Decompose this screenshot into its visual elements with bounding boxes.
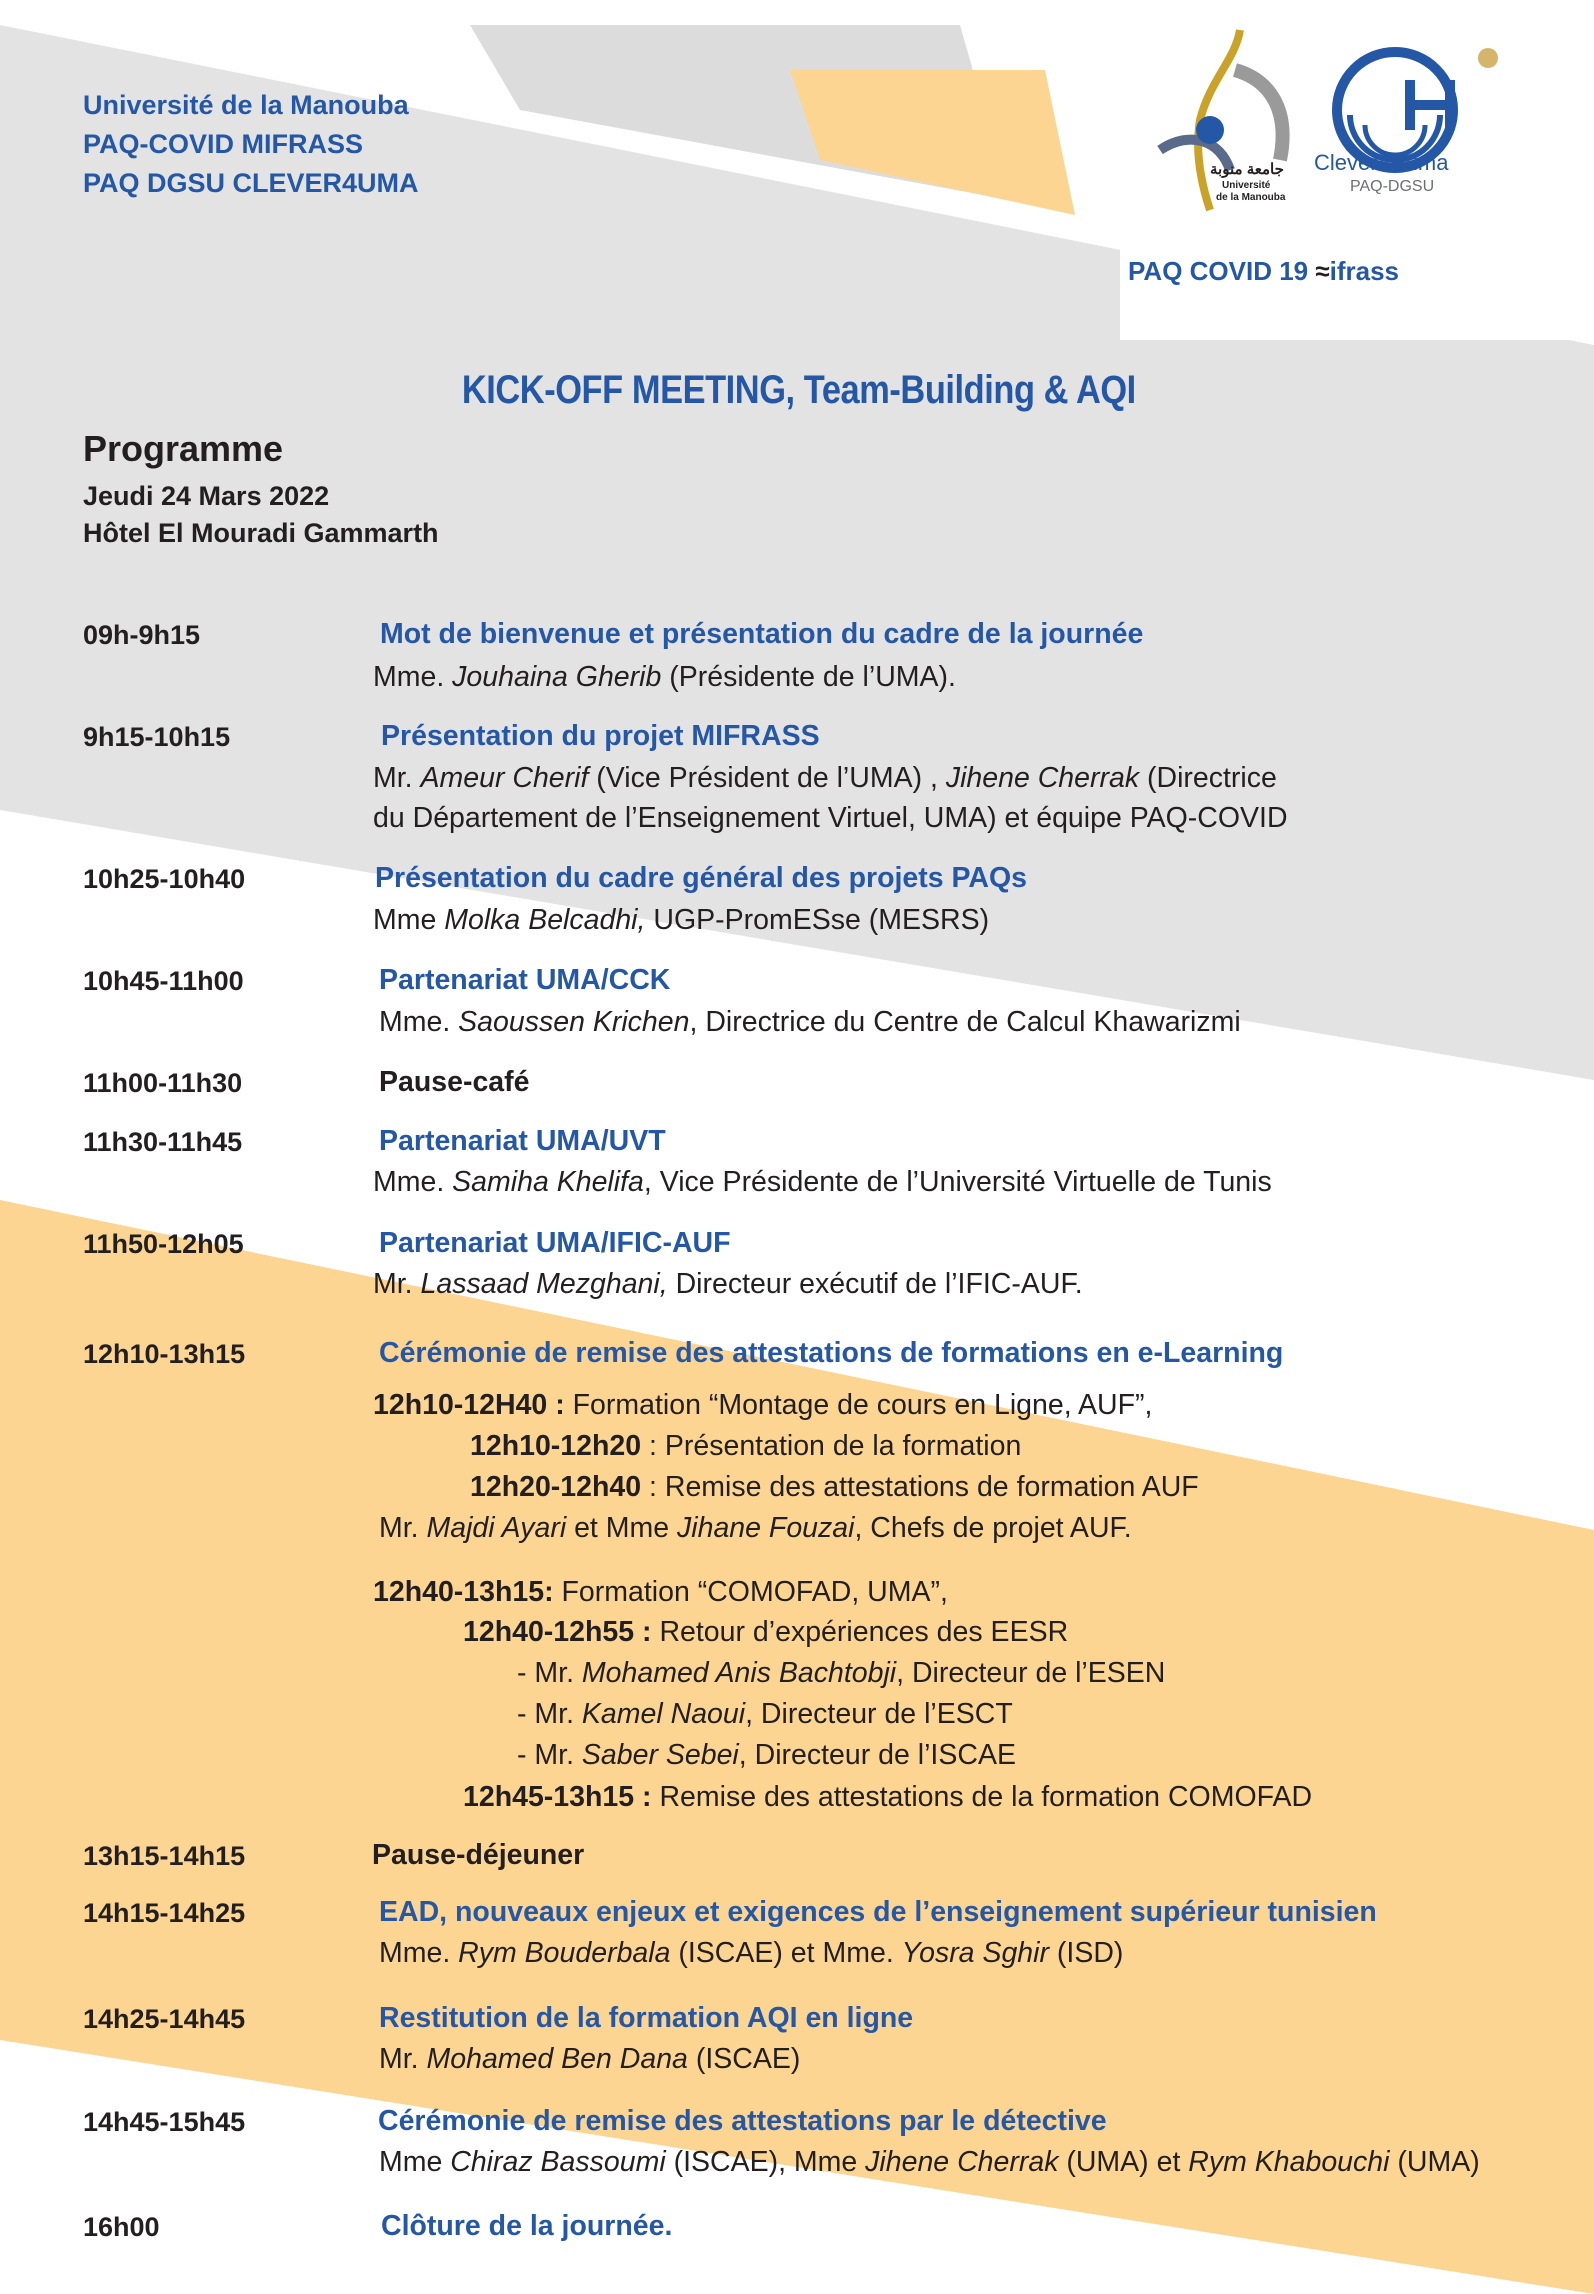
schedule-time: 11h00-11h30 xyxy=(83,1068,243,1098)
schedule-time: 9h15-10h15 xyxy=(83,722,231,752)
schedule-time: 10h45-11h00 xyxy=(83,966,244,996)
paq-covid-mifrass-logo xyxy=(1128,256,1399,287)
auf-certificates-line: 12h20-12h40 : Remise des attestations de formation AUF xyxy=(470,1471,1199,1503)
schedule-speakers: Mr. Mohamed Ben Dana (ISCAE) xyxy=(379,2043,801,2075)
schedule-time: 10h25-10h40 xyxy=(83,864,246,894)
schedule-title: EAD, nouveaux enjeux et exigences de l’enseignement supérieur tunisien xyxy=(379,1896,1377,1928)
mifrass-label: ifrass xyxy=(1329,256,1400,286)
schedule-time: 14h45-15h45 xyxy=(83,2107,246,2137)
schedule-speakers: Mme Chiraz Bassoumi (ISCAE), Mme Jihene Cherrak (UMA) et Rym Khabouchi (UMA) xyxy=(379,2146,1480,2178)
schedule-speakers: Mme. Rym Bouderbala (ISCAE) et Mme. Yosra Sghir (ISD) xyxy=(379,1937,1124,1969)
schedule-speakers: Mme. Saoussen Krichen, Directrice du Centre de Calcul Khawarizmi xyxy=(379,1006,1241,1038)
comofad-director-iscae: - Mr. Saber Sebei, Directeur de l’ISCAE xyxy=(517,1739,1016,1771)
uma-logo xyxy=(1140,20,1320,240)
programme-venue: Hôtel El Mouradi Gammarth xyxy=(83,518,439,548)
schedule-time: 11h30-11h45 xyxy=(83,1127,243,1157)
uma-emblem-icon xyxy=(1140,20,1320,240)
schedule-time: 13h15-14h15 xyxy=(83,1841,246,1871)
schedule-time: 14h15-14h25 xyxy=(83,1898,246,1928)
paq-covid-label: PAQ COVID 19 xyxy=(1128,256,1309,286)
schedule-title: Partenariat UMA/UVT xyxy=(379,1125,666,1157)
auf-project-leads: Mr. Majdi Ayari et Mme Jihane Fouzai, Chefs de projet AUF. xyxy=(379,1512,1132,1544)
uma-name-line1: Université xyxy=(1222,180,1271,191)
clever4huma-sub: PAQ-DGSU xyxy=(1350,178,1435,195)
mifrass-m-icon: ≈ xyxy=(1308,256,1330,286)
schedule-title: Présentation du cadre général des projets PAQs xyxy=(375,862,1028,894)
schedule-title: Pause-café xyxy=(379,1066,530,1098)
logo-backdrop-edge xyxy=(1080,140,1120,240)
schedule-speakers: Mme. Jouhaina Gherib (Présidente de l’UMA). xyxy=(373,661,956,693)
schedule-title: Cérémonie de remise des attestations de formations en e-Learning xyxy=(379,1337,1284,1369)
schedule-time: 12h10-13h15 xyxy=(83,1339,246,1369)
schedule-title: Mot de bienvenue et présentation du cadre de la journée xyxy=(380,618,1144,650)
comofad-certificates-line: 12h45-13h15 : Remise des attestations de la formation COMOFAD xyxy=(463,1781,1313,1813)
clever4huma-name: Clever4Huma xyxy=(1314,150,1449,175)
schedule-title: Pause-déjeuner xyxy=(372,1839,585,1871)
comofad-training-line: 12h40-13h15: Formation “COMOFAD, UMA”, xyxy=(373,1576,948,1608)
schedule-speakers: Mr. Ameur Cherif (Vice Président de l’UMA) , Jihene Cherrak (Directrice xyxy=(373,762,1277,794)
schedule-title: Partenariat UMA/IFIC-AUF xyxy=(379,1227,731,1259)
schedule-time: 11h50-12h05 xyxy=(83,1229,244,1259)
schedule-title: Restitution de la formation AQI en ligne xyxy=(379,2002,914,2034)
auf-training-line: 12h10-12H40 : Formation “Montage de cours en Ligne, AUF”, xyxy=(373,1389,1153,1421)
uma-arabic-name: جامعة منوبة xyxy=(1210,161,1284,178)
schedule-time: 16h00 xyxy=(83,2212,160,2242)
schedule-title: Clôture de la journée. xyxy=(381,2210,673,2242)
header-line-university: Université de la Manouba xyxy=(83,90,409,120)
header-line-paq-covid: PAQ-COVID MIFRASS xyxy=(83,129,364,159)
uma-name-line2: de la Manouba xyxy=(1216,192,1286,203)
schedule-title: Partenariat UMA/CCK xyxy=(379,964,671,996)
schedule-speakers-continued: du Département de l’Enseignement Virtuel, UMA) et équipe PAQ-COVID xyxy=(373,802,1288,834)
auf-presentation-line: 12h10-12h20 : Présentation de la formation xyxy=(470,1430,1022,1462)
clever4huma-logo xyxy=(1310,40,1500,240)
schedule-speakers: Mme Molka Belcadhi, UGP-PromESse (MESRS) xyxy=(373,904,990,936)
page-title: KICK-OFF MEETING, Team-Building & AQI xyxy=(461,368,1136,412)
comofad-feedback-line: 12h40-12h55 : Retour d’expériences des EESR xyxy=(463,1616,1069,1648)
schedule-time: 09h-9h15 xyxy=(83,620,201,650)
schedule-time: 14h25-14h45 xyxy=(83,2004,246,2034)
header-institutions xyxy=(83,86,419,203)
schedule-speakers: Mr. Lassaad Mezghani, Directeur exécutif de l’IFIC-AUF. xyxy=(373,1268,1083,1300)
schedule-title: Cérémonie de remise des attestations par le détective xyxy=(378,2105,1107,2137)
comofad-director-esen: - Mr. Mohamed Anis Bachtobji, Directeur de l’ESEN xyxy=(517,1657,1166,1689)
programme-date: Jeudi 24 Mars 2022 xyxy=(83,481,330,511)
schedule-title: Présentation du projet MIFRASS xyxy=(381,720,820,752)
programme-heading: Programme xyxy=(83,428,284,469)
comofad-director-esct: - Mr. Kamel Naoui, Directeur de l’ESCT xyxy=(517,1698,1013,1730)
header-line-paq-dgsu: PAQ DGSU CLEVER4UMA xyxy=(83,168,419,198)
schedule-speakers: Mme. Samiha Khelifa, Vice Présidente de l’Université Virtuelle de Tunis xyxy=(373,1166,1272,1198)
